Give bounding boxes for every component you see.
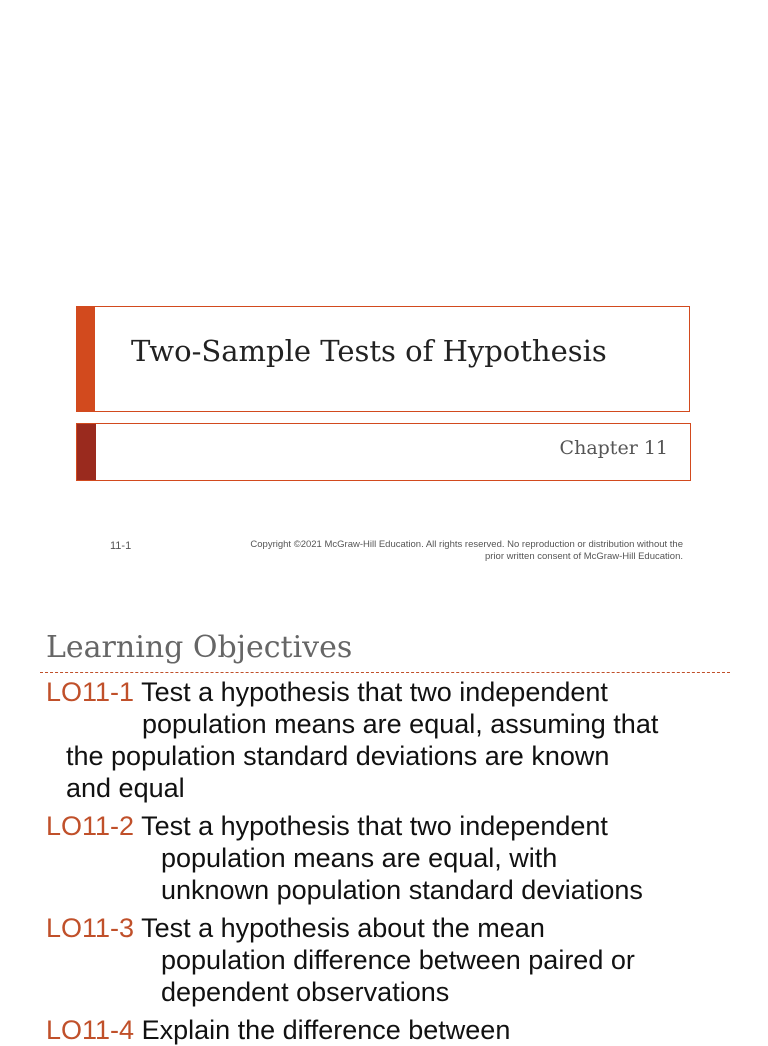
copyright-line-1: Copyright ©2021 McGraw-Hill Education. All rights reserved. No reproduction or distribution without the <box>250 539 683 550</box>
title-accent-bar <box>77 307 95 411</box>
objective-code: LO11-4 <box>46 1015 135 1045</box>
title-box <box>76 306 690 412</box>
objective-text: Explain the difference between <box>141 1015 511 1045</box>
objective-line: and equal <box>66 773 185 803</box>
slide-title: Two-Sample Tests of Hypothesis <box>131 334 607 368</box>
objective-line <box>46 1014 510 1046</box>
objective-line <box>46 676 608 708</box>
objective-line <box>46 912 545 944</box>
objective-code: LO11-1 <box>46 677 135 707</box>
objective-line: the population standard deviations are known <box>66 741 610 771</box>
objective-text: Test a hypothesis that two independent <box>141 811 608 841</box>
objectives-slide <box>0 590 768 1045</box>
objective-line: population difference between paired or <box>161 945 635 975</box>
slide-subtitle: Chapter 11 <box>559 437 668 459</box>
subtitle-accent-bar <box>77 424 96 480</box>
objective-line <box>46 810 608 842</box>
heading-divider <box>40 672 730 673</box>
objective-code: LO11-2 <box>46 811 135 841</box>
objective-text: Test a hypothesis that two independent <box>141 677 608 707</box>
objective-line: unknown population standard deviations <box>161 875 643 905</box>
objective-line: dependent observations <box>161 977 450 1007</box>
objective-line: population means are equal, with <box>161 843 558 873</box>
objective-line: population means are equal, assuming that <box>142 709 659 739</box>
subtitle-box <box>76 423 691 481</box>
objective-code: LO11-3 <box>46 913 135 943</box>
copyright-notice <box>213 539 683 563</box>
objectives-heading: Learning Objectives <box>46 630 353 665</box>
copyright-line-2: prior written consent of McGraw-Hill Education. <box>485 551 683 562</box>
objective-text: Test a hypothesis about the mean <box>141 913 545 943</box>
slide-number: 11-1 <box>110 540 132 552</box>
